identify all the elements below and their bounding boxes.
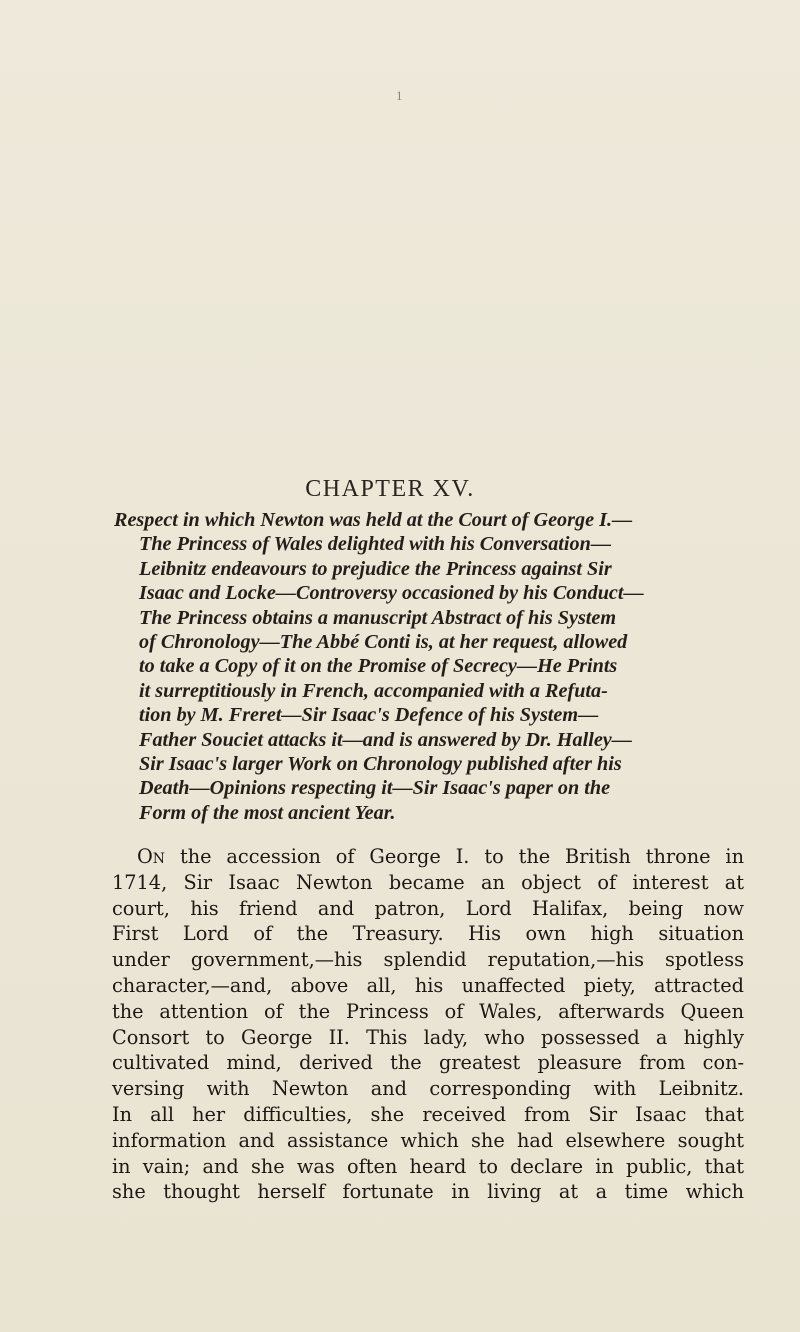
summary-line: Isaac and Locke—Controversy occasioned by his Conduct— [139, 582, 644, 605]
opening-word: On [137, 845, 166, 868]
summary-line: to take a Copy of it on the Promise of Secrecy—He Prints [139, 655, 618, 678]
summary-line: Death—Opinions respecting it—Sir Isaac's paper on the [139, 777, 611, 800]
summary-line: Form of the most ancient Year. [139, 801, 396, 824]
summary-line: tion by M. Freret—Sir Isaac's Defence of his System— [139, 704, 599, 727]
summary-line: of Chronology—The Abbé Conti is, at her request, allowed [139, 631, 628, 654]
body-line [112, 844, 744, 870]
body-line: in vain; and she was often heard to declare in public, that [112, 1154, 744, 1178]
summary-line: Sir Isaac's larger Work on Chronology published after his [139, 753, 622, 776]
body-line: court, his friend and patron, Lord Halifax, being now [112, 896, 744, 920]
summary-line: it surreptitiously in French, accompanied with a Refuta- [139, 679, 608, 702]
body-line: First Lord of the Treasury. His own high situation [112, 922, 744, 946]
body-line: she thought herself fortunate in living at a time which [112, 1180, 744, 1204]
body-line: 1714, Sir Isaac Newton became an object of interest at [112, 870, 744, 894]
chapter-heading: CHAPTER XV. [305, 476, 475, 502]
first-line-text: the accession of George I. to the British throne in [165, 845, 744, 868]
summary-line: The Princess of Wales delighted with his Conversation— [139, 533, 612, 556]
chapter-summary [114, 508, 714, 825]
body-line: versing with Newton and corresponding with Leibnitz. [112, 1077, 744, 1101]
body-line: cultivated mind, derived the greatest pleasure from con- [112, 1051, 744, 1075]
summary-line: Respect in which Newton was held at the Court of George I.— [114, 509, 633, 531]
summary-line: Leibnitz endeavours to prejudice the Princess against Sir [139, 557, 612, 580]
page-mark: 1 [396, 88, 403, 103]
body-line: Consort to George II. This lady, who possessed a highly [112, 1025, 744, 1049]
body-line: character,—and, above all, his unaffected piety, attracted [112, 973, 744, 997]
body-paragraph [112, 844, 744, 1205]
body-line: In all her difficulties, she received from Sir Isaac that [112, 1102, 744, 1126]
body-line: information and assistance which she had elsewhere sought [112, 1128, 744, 1152]
summary-line: The Princess obtains a manuscript Abstract of his System [139, 606, 617, 629]
summary-line: Father Souciet attacks it—and is answered by Dr. Halley— [139, 728, 632, 751]
body-line: the attention of the Princess of Wales, afterwards Queen [112, 999, 744, 1023]
body-line: under government,—his splendid reputation,—his spotless [112, 948, 744, 972]
